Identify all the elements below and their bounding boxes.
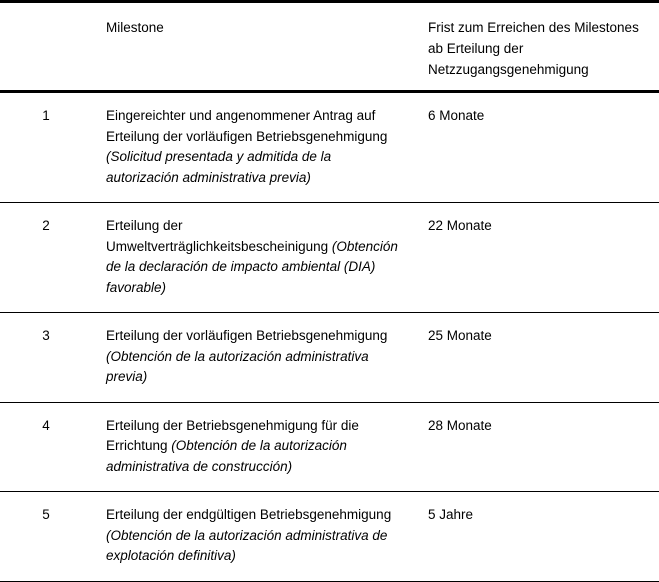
- milestone-spanish-text: (Obtención de la declaración de impacto ambiental (DIA) favorable): [106, 238, 398, 295]
- header-deadline-line3: Netzzugangsgenehmigung: [428, 62, 589, 77]
- row-deadline-cell: [416, 492, 659, 582]
- row-deadline-cell: [416, 92, 659, 203]
- row-milestone-text: [92, 492, 416, 581]
- header-cell-milestone: [92, 2, 416, 92]
- header-deadline-line2: ab Erteilung der: [428, 41, 524, 56]
- row-deadline-cell: [416, 203, 659, 313]
- header-deadline-label: [416, 3, 659, 90]
- row-milestone-cell: [92, 313, 416, 403]
- milestone-german-text: Erteilung der vorläufigen Betriebsgenehmigung: [106, 328, 388, 343]
- milestone-german-text: Erteilung der Umweltverträglichkeitsbescheinigung: [106, 218, 332, 254]
- row-deadline-cell: [416, 313, 659, 403]
- row-number: 1: [42, 108, 50, 123]
- header-cell-deadline: [416, 2, 659, 92]
- milestone-spanish-text: (Obtención de la autorización administrativa previa): [106, 348, 369, 384]
- milestone-german-text: Eingereichter und angenommener Antrag auf Erteilung der vorläufigen Betriebsgenehmigung: [106, 108, 388, 144]
- row-milestone-cell: [92, 402, 416, 492]
- table-row: [0, 203, 659, 313]
- header-cell-number: [0, 2, 92, 92]
- milestone-spanish-text: (Obtención de la autorización administrativa de explotación definitiva): [106, 527, 388, 563]
- header-number-label: [0, 3, 92, 30]
- row-milestone-text: [92, 203, 416, 312]
- row-number-cell: [0, 203, 92, 313]
- row-deadline-text: 25 Monate: [428, 328, 492, 343]
- milestone-spanish-text: (Solicitud presentada y admitida de la autorización administrativa previa): [106, 149, 332, 185]
- milestone-spanish-text: (Obtención de la autorización administrativa de construcción): [106, 438, 347, 474]
- milestone-german-text: Erteilung der endgültigen Betriebsgenehmigung: [106, 507, 392, 522]
- row-number-cell: [0, 492, 92, 582]
- row-deadline-text: 5 Jahre: [428, 507, 474, 522]
- header-milestone-label: Milestone: [106, 20, 164, 35]
- milestone-german-text: Erteilung der Betriebsgenehmigung für die Errichtung: [106, 417, 359, 453]
- row-deadline-cell: [416, 402, 659, 492]
- table-row: [0, 402, 659, 492]
- row-milestone-cell: [92, 92, 416, 203]
- row-number: 4: [42, 417, 50, 433]
- row-milestone-cell: [92, 203, 416, 313]
- row-deadline-text: 28 Monate: [428, 417, 492, 433]
- row-milestone-text: [92, 403, 416, 492]
- row-number: 2: [42, 218, 50, 233]
- row-number: 3: [42, 328, 50, 343]
- row-milestone-text: [92, 93, 416, 202]
- row-number-cell: [0, 92, 92, 203]
- row-number-cell: [0, 313, 92, 403]
- row-milestone-text: [92, 313, 416, 402]
- row-number: 5: [42, 507, 50, 522]
- row-deadline-text: 6 Monate: [428, 108, 485, 123]
- table-row: [0, 92, 659, 203]
- table-header-row: [0, 2, 659, 92]
- row-deadline-text: 22 Monate: [428, 218, 492, 233]
- header-deadline-line1: Frist zum Erreichen des Milestones: [428, 20, 639, 35]
- table-row: [0, 492, 659, 582]
- row-milestone-cell: [92, 492, 416, 582]
- row-number-cell: [0, 402, 92, 492]
- table-row: [0, 313, 659, 403]
